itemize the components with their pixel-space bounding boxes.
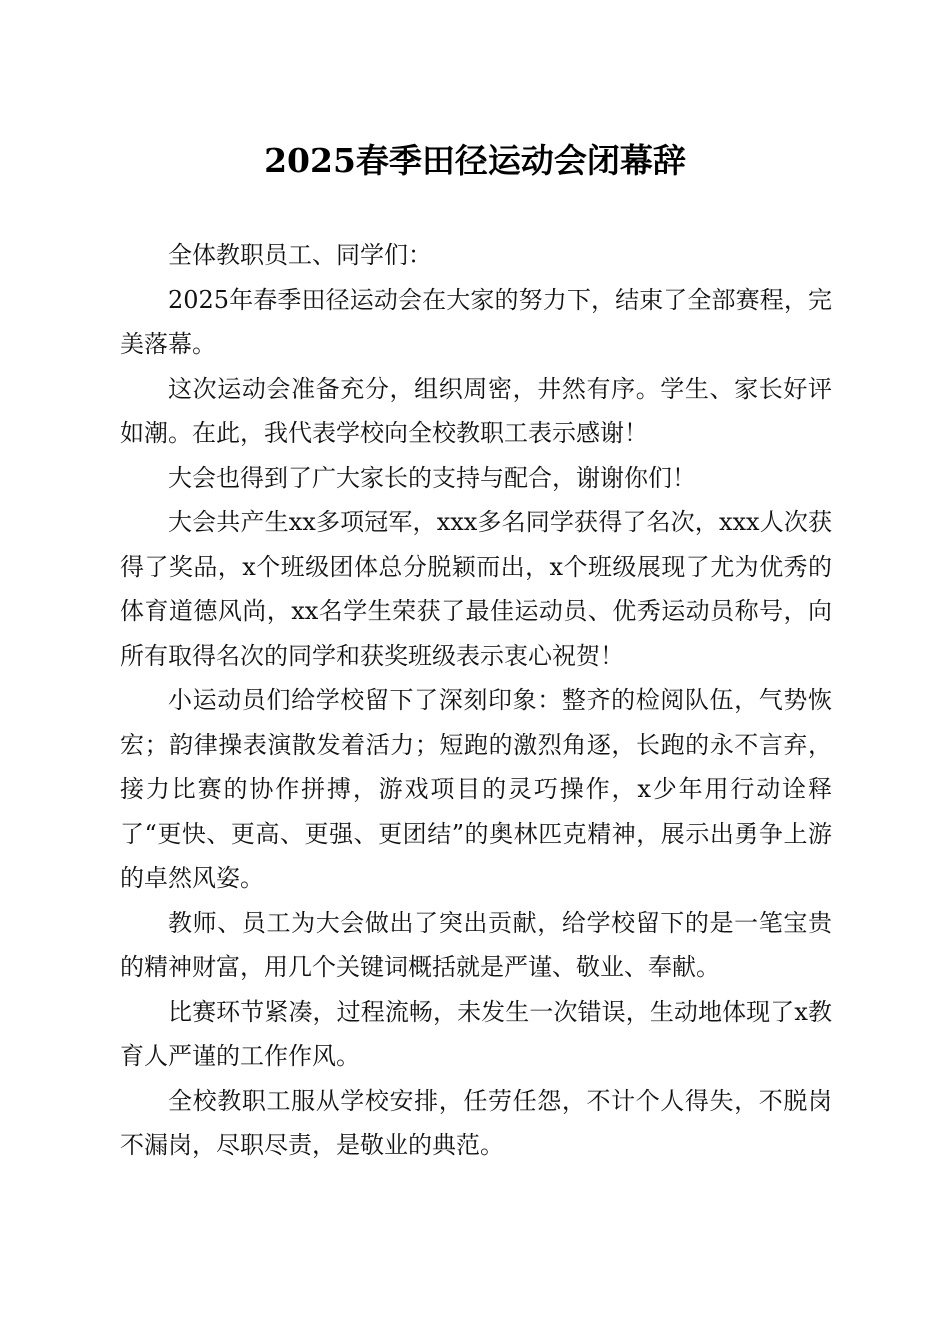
paragraph: 大会共产生xx多项冠军，xxx多名同学获得了名次，xxx人次获得了奖品，x个班级团体总分脱颖而出，x个班级展现了尤为优秀的体育道德风尚，xx名学生荣获了最佳运动员、优秀运动员称号，向所有取得名次的同学和获奖班级表示衷心祝贺！: [120, 508, 832, 670]
document-title: 2025春季田径运动会闭幕辞: [264, 141, 686, 180]
document-body: [120, 233, 832, 1168]
paragraph: 这次运动会准备充分，组织周密，井然有序。学生、家长好评如潮。在此，我代表学校向全校教职工表示感谢！: [120, 374, 832, 447]
paragraph: 教师、员工为大会做出了突出贡献，给学校留下的是一笔宝贵的精神财富，用几个关键词概括就是严谨、敬业、奉献。: [120, 908, 832, 981]
paragraph-salutation: 全体教职员工、同学们：: [168, 241, 432, 269]
paragraph: 小运动员们给学校留下了深刻印象：整齐的检阅队伍，气势恢宏；韵律操表演散发着活力；短跑的激烈角逐，长跑的永不言弃，接力比赛的协作拼搏，游戏项目的灵巧操作，x少年用行动诠释了“更快、更高、更强、更团结”的奥林匹克精神，展示出勇争上游的卓然风姿。: [120, 686, 832, 892]
paragraph: 全校教职工服从学校安排，任劳任怨，不计个人得失，不脱岗不漏岗，尽职尽责，是敬业的典范。: [120, 1086, 832, 1159]
paragraph: 大会也得到了广大家长的支持与配合，谢谢你们！: [168, 463, 696, 492]
paragraph: 比赛环节紧凑，过程流畅，未发生一次错误，生动地体现了x教育人严谨的工作作风。: [120, 997, 832, 1070]
paragraph: 2025年春季田径运动会在大家的努力下，结束了全部赛程，完美落幕。: [120, 285, 832, 358]
